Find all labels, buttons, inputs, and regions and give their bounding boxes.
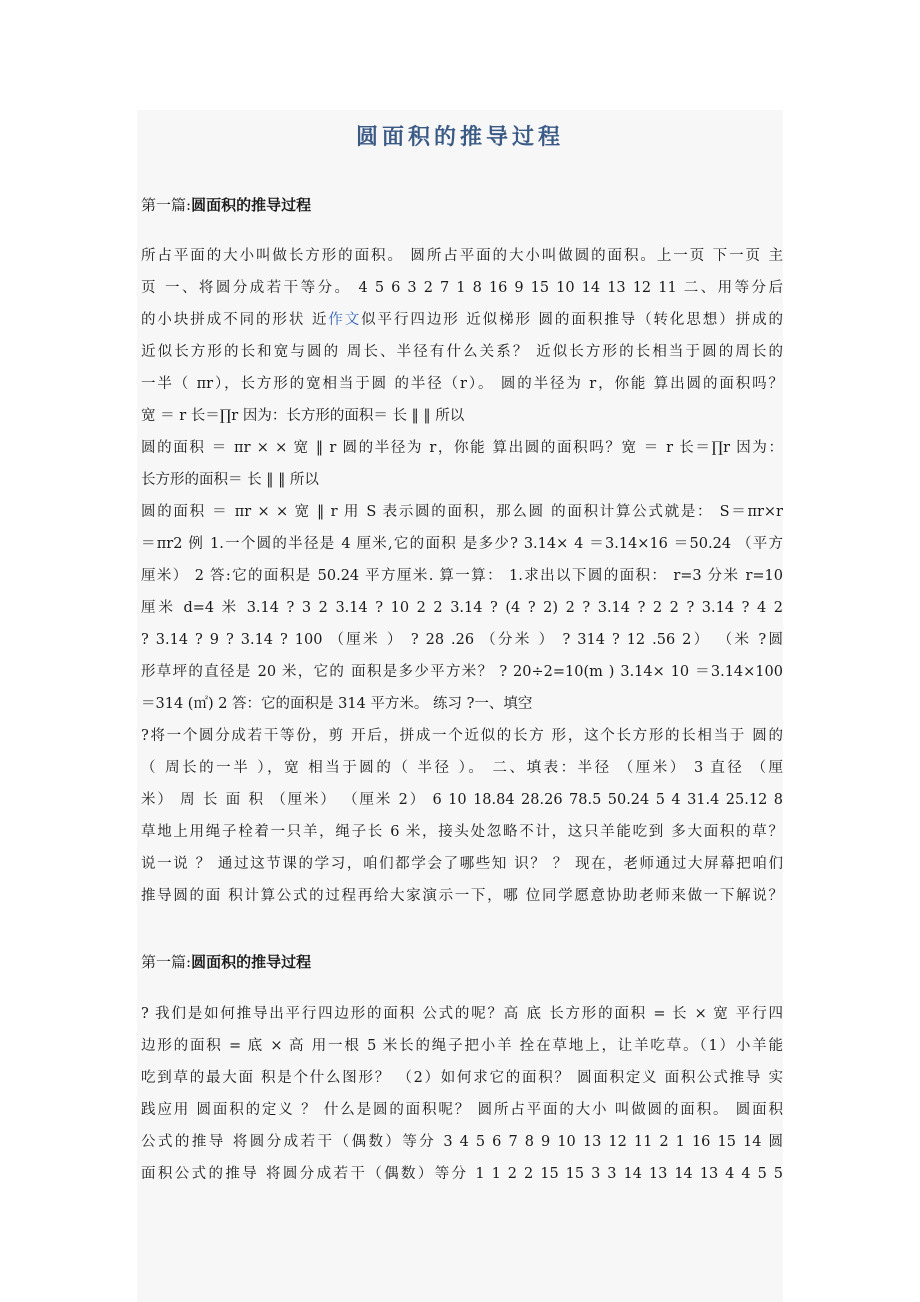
section-heading-title: 圆面积的推导过程 [191,196,312,214]
text-line: 宽 ＝ r 长＝∏r 因为：长方形的面积＝ 长 ‖ ‖ 所以 [141,408,465,424]
text-line: ＝314 (㎡) 2 答：它的面积是 314 平方米。 练习 ?一、填空 [141,696,533,712]
text-line: ?将一个圆分成若干等份，剪 开后，拼成一个近似的长方 形，这个长方形的长相当于 圆的 [141,728,783,744]
document-title: 圆面积的推导过程 [355,125,564,150]
text-line: 推导圆的面 积计算公式的过程再给大家演示一下，哪 位同学愿意协助老师来做一下解说？ [141,888,783,904]
document-page [137,110,783,1302]
text-line: 米） 周 长 面 积 （厘米） （厘米 2） 6 10 18.84 28.26 78.5 50.24 5 4 31.4 25.12 8 [141,792,783,808]
text-line: 圆的面积 ＝ πr × × 宽 ‖ r 用 S 表示圆的面积，那么圆 的面积计算公式就是： S＝πr×r [141,504,783,520]
section-heading-title: 圆面积的推导过程 [191,953,312,971]
text-line: 形草坪的直径是 20 米，它的 面积是多少平方米？ ? 20÷2=10(m ) 3.14× 10 ＝3.14×100 [141,664,783,680]
text-line: 页 一、将圆分成若干等分。 4 5 6 3 2 7 1 8 16 9 15 10 14 13 12 11 二、用等分后 [141,280,783,296]
text-line: 边形的面积 = 底 × 高 用一根 5 米长的绳子把小羊 拴在草地上，让羊吃草。（1）小羊能 [141,1038,783,1054]
text-line: ＝πr2 例 1.一个圆的半径是 4 厘米,它的面积 是多少? 3.14× 4 ＝3.14×16 ＝50.24 （平方 [141,536,783,552]
section-body-2 [141,998,783,1190]
text-line: 的小块拼成不同的形状 近作文似平行四边形 近似梯形 圆的面积推导（转化思想）拼成的 [141,312,784,328]
section-heading-2 [141,951,311,972]
text-line: 践应用 圆面积的定义 ？ 什么是圆的面积呢？ 圆所占平面的大小 叫做圆的面积。 圆面积 [141,1102,783,1118]
text-line: 草地上用绳子栓着一只羊，绳子长 6 米，接头处忽略不计，这只羊能吃到 多大面积的草？ [141,824,783,840]
text-line: 吃到草的最大面 积是个什么图形？ （2）如何求它的面积？ 圆面积定义 面积公式推导 实 [141,1070,783,1086]
text-line: 厘米） 2 答:它的面积是 50.24 平方厘米. 算一算： 1.求出以下圆的面积： r=3 分米 r=10 [141,568,783,584]
text-line: 所占平面的大小叫做长方形的面积。 圆所占平面的大小叫做圆的面积。上一页 下一页 主 [141,248,783,264]
text-line: 长方形的面积＝ 长 ‖ ‖ 所以 [141,472,319,488]
text-line: 面积公式的推导 将圆分成若干（偶数）等分 1 1 2 2 15 15 3 3 14 13 14 13 4 4 5 5 [141,1166,783,1182]
section-body-1 [141,240,783,912]
text-line: 近似长方形的长和宽与圆的 周长、半径有什么关系？ 近似长方形的长相当于圆的周长的 [141,344,783,360]
text-line: 一半（ πr），长方形的宽相当于圆 的半径（r）。 圆的半径为 r，你能 算出圆的面积吗？ [141,376,783,392]
section-heading-prefix: 第一篇: [141,196,192,214]
text-line: 说一说 ？ 通过这节课的学习，咱们都学会了哪些知 识？ ？ 现在，老师通过大屏幕把咱们 [141,856,783,872]
text-line: 公式的推导 将圆分成若干（偶数）等分 3 4 5 6 7 8 9 10 13 12 11 2 1 16 15 14 圆 [141,1134,783,1150]
text-line: （ 周长的一半 ），宽 相当于圆的（ 半径 ）。 二、填表：半径 （厘米） 3 直径 （厘 [141,760,783,776]
text-line: 厘米 d=4 米 3.14 ? 3 2 3.14 ? 10 2 2 3.14 ? (4 ? 2) 2 ? 3.14 ? 2 2 ? 3.14 ? 4 2 [141,600,783,616]
text-line: ? 3.14 ? 9 ? 3.14 ? 100 （厘米 ） ? 28 .26 （分米 ） ? 314 ? 12 .56 2） （米 ?圆 [141,632,783,648]
section-heading-1 [141,194,311,215]
section-heading-prefix: 第一篇: [141,953,192,971]
inline-link[interactable]: 作文 [328,312,362,328]
text-line: ? 我们是如何推导出平行四边形的面积 公式的呢？高 底 长方形的面积 = 长 × 宽 平行四 [141,1006,783,1022]
text-line: 圆的面积 ＝ πr × × 宽 ‖ r 圆的半径为 r，你能 算出圆的面积吗？宽 ＝ r 长＝∏r 因为： [141,440,783,456]
